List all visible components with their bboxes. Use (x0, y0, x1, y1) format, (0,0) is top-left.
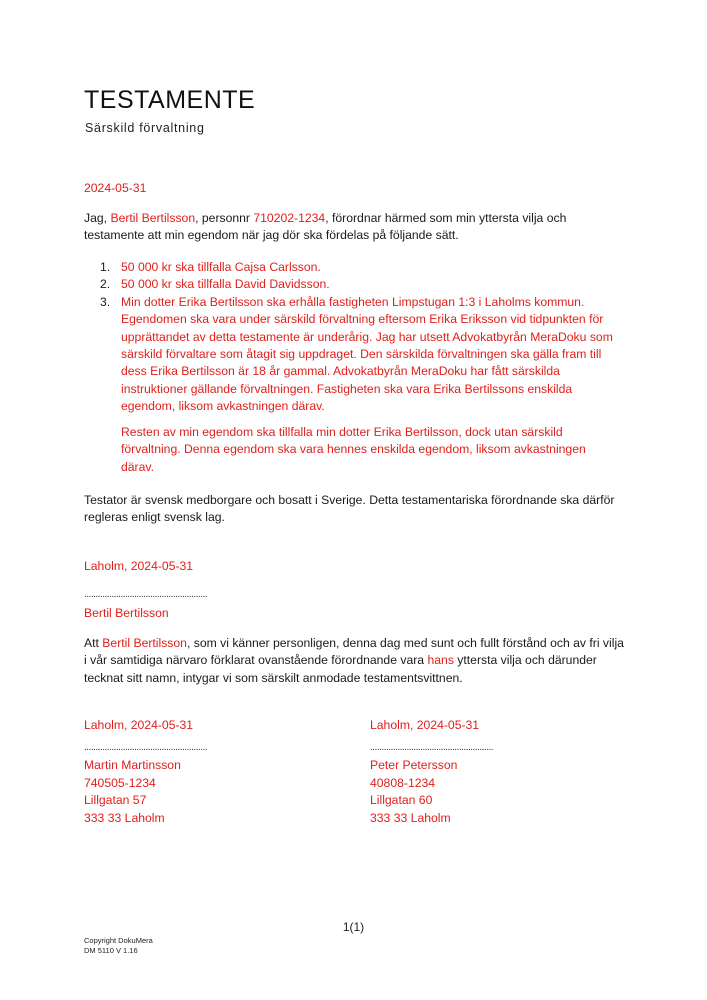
list-item-text: 50 000 kr ska tillfalla Cajsa Carlsson. (121, 260, 321, 274)
attest-text: yttersta vilja och därunder tecknat sitt namn, intygar vi som särskilt anmodade testamentsvittnen. (84, 653, 597, 685)
witness-personnr: 40808-1234 (370, 775, 436, 790)
testator-name: Bertil Bertilsson (110, 211, 196, 225)
list-item-text: 50 000 kr ska tillfalla David Davidsson. (121, 277, 330, 292)
witness-block-1 (84, 717, 334, 827)
intro-text: , personnr (195, 211, 254, 225)
witness-signature-line: ...................................................... (370, 742, 494, 754)
list-item (84, 276, 624, 293)
witness-street: Lillgatan 60 (370, 793, 433, 808)
signatory-name: Bertil Bertilsson (84, 606, 169, 620)
list-item (84, 259, 624, 276)
witness-name: Martin Martinsson (84, 758, 181, 773)
attest-testator-name: Bertil Bertilsson (102, 636, 187, 650)
intro-text: Jag, (84, 211, 111, 225)
signature-line: ...................................................... (84, 589, 208, 600)
list-item-number: 2. (100, 277, 111, 292)
page-number: 1(1) (342, 920, 365, 934)
testator-personnr: 710202-1234 (253, 211, 326, 225)
list-item-text: Min dotter Erika Bertilsson ska erhålla fastigheten Limpstugan 1:3 i Laholms kommun. Egendomen ska vara under särskild förvaltning eftersom Erika Eriksson vid tidpunkten för upprättandet av detta testamente är underårig. Jag har utsett Advokatbyrån MeraDoku som särskild förvaltare som åtagit sig uppdraget. Den särskilda förvaltningen ska gälla fram till dess Erika Bertilsson är 18 år gammal. Advokatbyrån MeraDoku har fått särskilda instruktioner gällande förvaltningen. Fastigheten ska vara Erika Bertilssons enskilda egendom, liksom avkastningen därav. (121, 294, 613, 414)
witness-city: 333 33 Laholm (84, 810, 165, 825)
list-item-number: 1. (100, 260, 111, 274)
attest-text: , som vi känner personligen, denna dag med sunt och fullt förstånd och av fri vilja i vår samtidiga närvaro förklarat ovanstående förordnande vara (84, 636, 624, 668)
list-item (84, 294, 624, 416)
document-title: TESTAMENTE (84, 86, 256, 114)
attestation-paragraph (84, 635, 629, 687)
residual-estate-paragraph: Resten av min egendom ska tillfalla min dotter Erika Bertilsson, dock utan särskild förvaltning. Denna egendom ska vara hennes enskilda egendom, liksom avkastningen därav. (121, 425, 586, 474)
bequest-list (84, 259, 624, 416)
witness-personnr: 740505-1234 (84, 775, 156, 790)
attest-pronoun: hans (427, 653, 454, 668)
signing-place-date: Laholm, 2024-05-31 (84, 559, 194, 573)
witness-place-date: Laholm, 2024-05-31 (370, 718, 480, 732)
witness-signature-line: ...................................................... (84, 742, 208, 754)
governing-law-paragraph: Testator är svensk medborgare och bosatt i Sverige. Detta testamentariska förordnande ska därför regleras enligt svensk lag. (84, 493, 615, 525)
footer-version: DM 5110 V 1.16 (84, 946, 138, 955)
witness-street: Lillgatan 57 (84, 793, 147, 808)
document-date: 2024-05-31 (84, 181, 147, 195)
intro-paragraph (84, 210, 624, 245)
witness-name: Peter Petersson (370, 758, 458, 773)
document-subtitle: Särskild förvaltning (85, 121, 205, 135)
witness-place-date: Laholm, 2024-05-31 (84, 718, 194, 732)
attest-text: Att (84, 636, 103, 650)
document-footer (84, 936, 153, 956)
witness-city: 333 33 Laholm (370, 810, 451, 825)
intro-text: , förordnar härmed som min yttersta vilja och testamente att min egendom när jag dör ska fördelas på följande sätt. (84, 211, 567, 243)
list-item-number: 3. (100, 294, 111, 309)
footer-copyright: Copyright DokuMera (84, 936, 153, 945)
witness-block-2 (370, 717, 620, 827)
